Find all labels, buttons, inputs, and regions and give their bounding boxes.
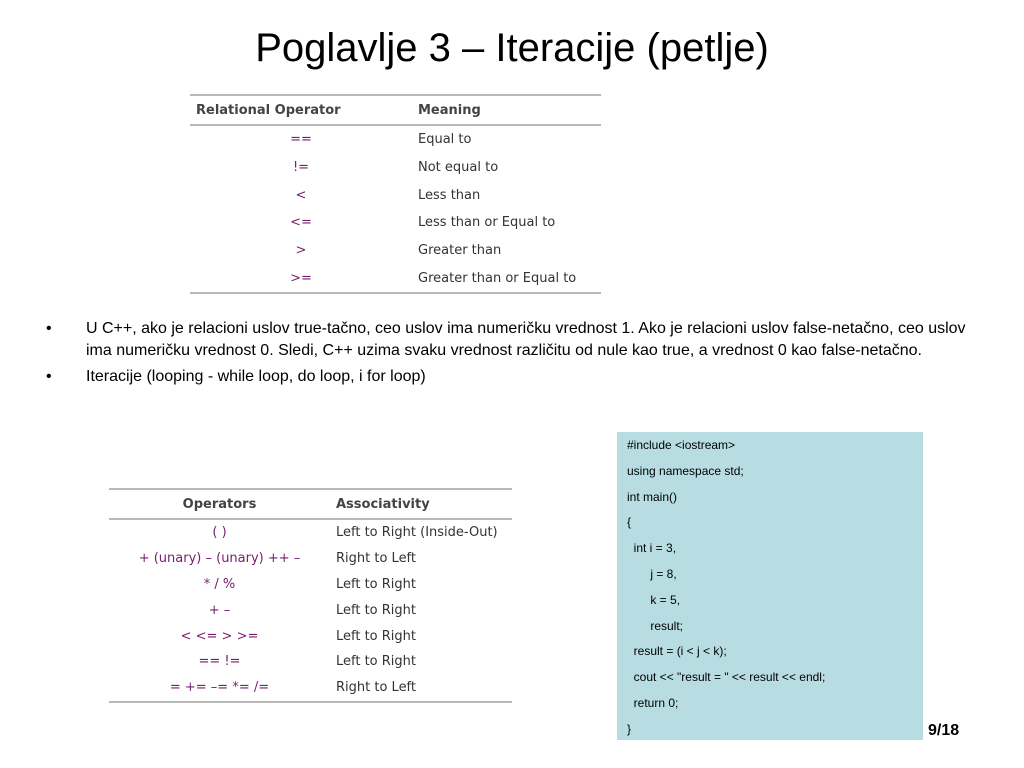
operator-cell: * / % — [203, 576, 236, 592]
table-row — [109, 623, 512, 649]
bullet-list — [40, 318, 970, 392]
operator-cell: + (unary) – (unary) ++ – — [138, 551, 301, 567]
column-header: Relational Operator — [190, 95, 412, 125]
operator-cell: > — [295, 243, 307, 259]
column-header: Operators — [109, 489, 330, 519]
column-header: Associativity — [330, 489, 512, 519]
table-row — [190, 181, 601, 209]
associativity-cell: Right to Left — [330, 675, 512, 702]
list-item — [40, 366, 970, 388]
code-line: return 0; — [627, 695, 679, 710]
code-line: int main() — [627, 489, 678, 504]
table-row — [190, 125, 601, 154]
code-line: using namespace std; — [627, 463, 744, 478]
code-line: { — [627, 515, 632, 530]
associativity-cell: Left to Right — [336, 654, 417, 670]
operator-cell: < — [295, 187, 307, 203]
meaning-cell: Less than or Equal to — [418, 215, 556, 231]
table-row — [190, 237, 601, 265]
slide-title: Poglavlje 3 – Iteracije (petlje) — [255, 26, 769, 70]
meaning-cell: Equal to — [418, 132, 472, 148]
associativity-cell: Right to Left — [336, 551, 417, 567]
operator-cell: != — [292, 160, 310, 176]
page-number: 9/18 — [928, 722, 960, 739]
table-row — [190, 264, 601, 293]
operator-cell: == != — [198, 654, 241, 670]
code-line: cout << "result = " << result << endl; — [627, 670, 826, 685]
code-line: int i = 3, — [627, 541, 677, 556]
bullet-marker: • — [46, 368, 52, 385]
table-row — [109, 519, 512, 546]
meaning-cell: Greater than — [418, 243, 502, 259]
meaning-cell: Not equal to — [418, 160, 499, 176]
associativity-table — [109, 488, 512, 703]
list-item — [40, 318, 970, 362]
table-row — [109, 597, 512, 623]
operator-cell: == — [290, 132, 312, 148]
table-row — [109, 572, 512, 598]
associativity-cell: Left to Right — [336, 576, 417, 592]
code-line: #include <iostream> — [627, 438, 736, 452]
operator-cell: >= — [190, 264, 412, 293]
table-header-row — [190, 95, 601, 125]
meaning-cell: Less than — [418, 187, 481, 203]
operator-cell: = += –= *= /= — [109, 675, 330, 702]
column-header: Meaning — [412, 95, 601, 125]
bullet-text: U C++, ako je relacioni uslov true-tačno, ceo uslov ima numeričku vrednost 1. Ako je relacioni uslov false-netačno, ceo uslov ima numeričku vrednost 0. Sledi, C++ uzima svaku vrednost različitu od nule kao true, a vrednost 0 kao false-netačno. — [86, 320, 966, 359]
code-line: result; — [627, 618, 684, 633]
code-line: k = 5, — [627, 592, 681, 607]
associativity-cell: Left to Right (Inside-Out) — [336, 525, 498, 541]
associativity-cell: Left to Right — [336, 602, 417, 618]
table-row — [109, 546, 512, 572]
operator-cell: + – — [208, 602, 231, 618]
associativity-cell: Left to Right — [336, 628, 417, 644]
table-header-row — [109, 489, 512, 519]
operator-cell: < <= > >= — [180, 628, 259, 644]
code-line: result = (i < j < k); — [627, 644, 727, 659]
code-line: j = 8, — [627, 566, 677, 581]
code-sample-box — [617, 432, 923, 740]
relational-operators-table — [190, 94, 601, 294]
operator-cell: ( ) — [212, 525, 227, 541]
table-row — [109, 675, 512, 702]
meaning-cell: Greater than or Equal to — [412, 264, 601, 293]
table-row — [190, 209, 601, 237]
bullet-text: Iteracije (looping - while loop, do loop, i for loop) — [86, 368, 426, 385]
bullet-marker: • — [46, 320, 52, 337]
code-line: } — [627, 721, 632, 736]
operator-cell: <= — [290, 215, 312, 231]
table-row — [109, 649, 512, 675]
table-row — [190, 154, 601, 182]
